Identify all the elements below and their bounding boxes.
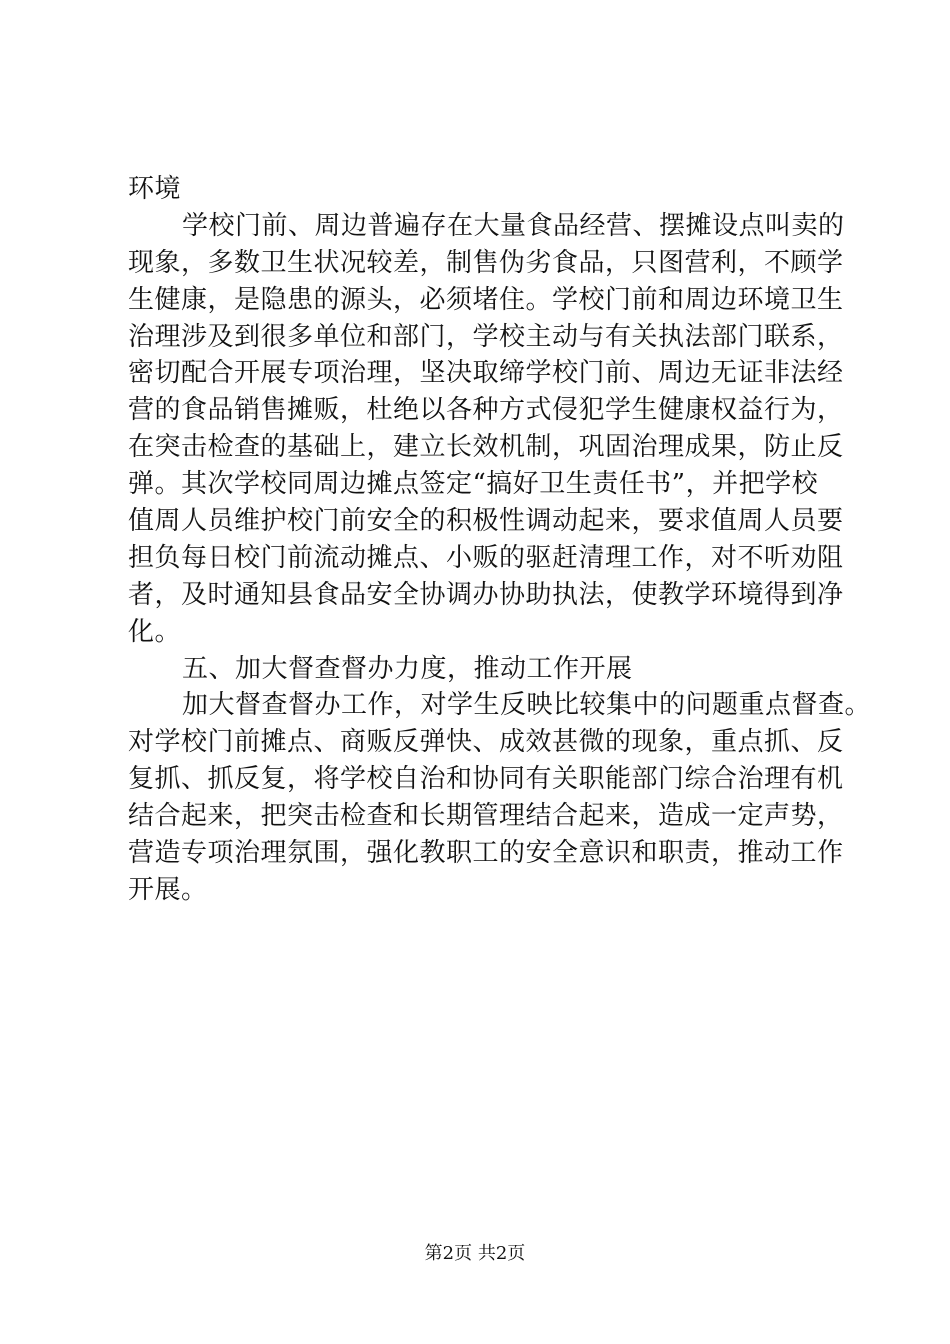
section-heading: 五、加大督查督办力度，推动工作开展: [182, 653, 633, 684]
text-line: 营的食品销售摊贩，杜绝以各种方式侵犯学生健康权益行为，: [128, 395, 844, 426]
text-line: 现象，多数卫生状况较差，制售伪劣食品，只图营利，不顾学: [128, 247, 844, 278]
text-line: 值周人员维护校门前安全的积极性调动起来，要求值周人员要: [128, 506, 844, 537]
text-line: 密切配合开展专项治理，坚决取缔学校门前、周边无证非法经: [128, 358, 844, 389]
text-line: 结合起来，把突击检查和长期管理结合起来，造成一定声势，: [128, 801, 844, 832]
paragraph-first-line: 加大督查督办工作，对学生反映比较集中的问题重点督查。: [182, 690, 872, 721]
text-line: 开展。: [128, 874, 208, 905]
text-line: 担负每日校门前流动摊点、小贩的驱赶清理工作，对不听劝阻: [128, 542, 844, 573]
text-line: 弹。其次学校同周边摊点签定“搞好卫生责任书”，并把学校: [128, 469, 819, 500]
text-line: 在突击检查的基础上，建立长效机制，巩固治理成果，防止反: [128, 432, 844, 463]
text-line: 化。: [128, 616, 182, 647]
text-line: 者，及时通知县食品安全协调办协助执法，使教学环境得到净: [128, 579, 844, 610]
text-line: 对学校门前摊点、商贩反弹快、成效甚微的现象，重点抓、反: [128, 727, 844, 758]
text-line: 治理涉及到很多单位和部门，学校主动与有关执法部门联系，: [128, 321, 844, 352]
page-number-footer: 第2页 共2页: [424, 1243, 526, 1264]
text-line: 生健康，是隐患的源头，必须堵住。学校门前和周边环境卫生: [128, 284, 844, 315]
text-line: 环境: [128, 174, 182, 204]
paragraph-first-line: 学校门前、周边普遍存在大量食品经营、摆摊设点叫卖的: [182, 210, 845, 241]
document-body: [128, 171, 872, 909]
text-line: 营造专项治理氛围，强化教职工的安全意识和职责，推动工作: [128, 838, 844, 869]
text-line: 复抓、抓反复，将学校自治和协同有关职能部门综合治理有机: [128, 764, 844, 795]
